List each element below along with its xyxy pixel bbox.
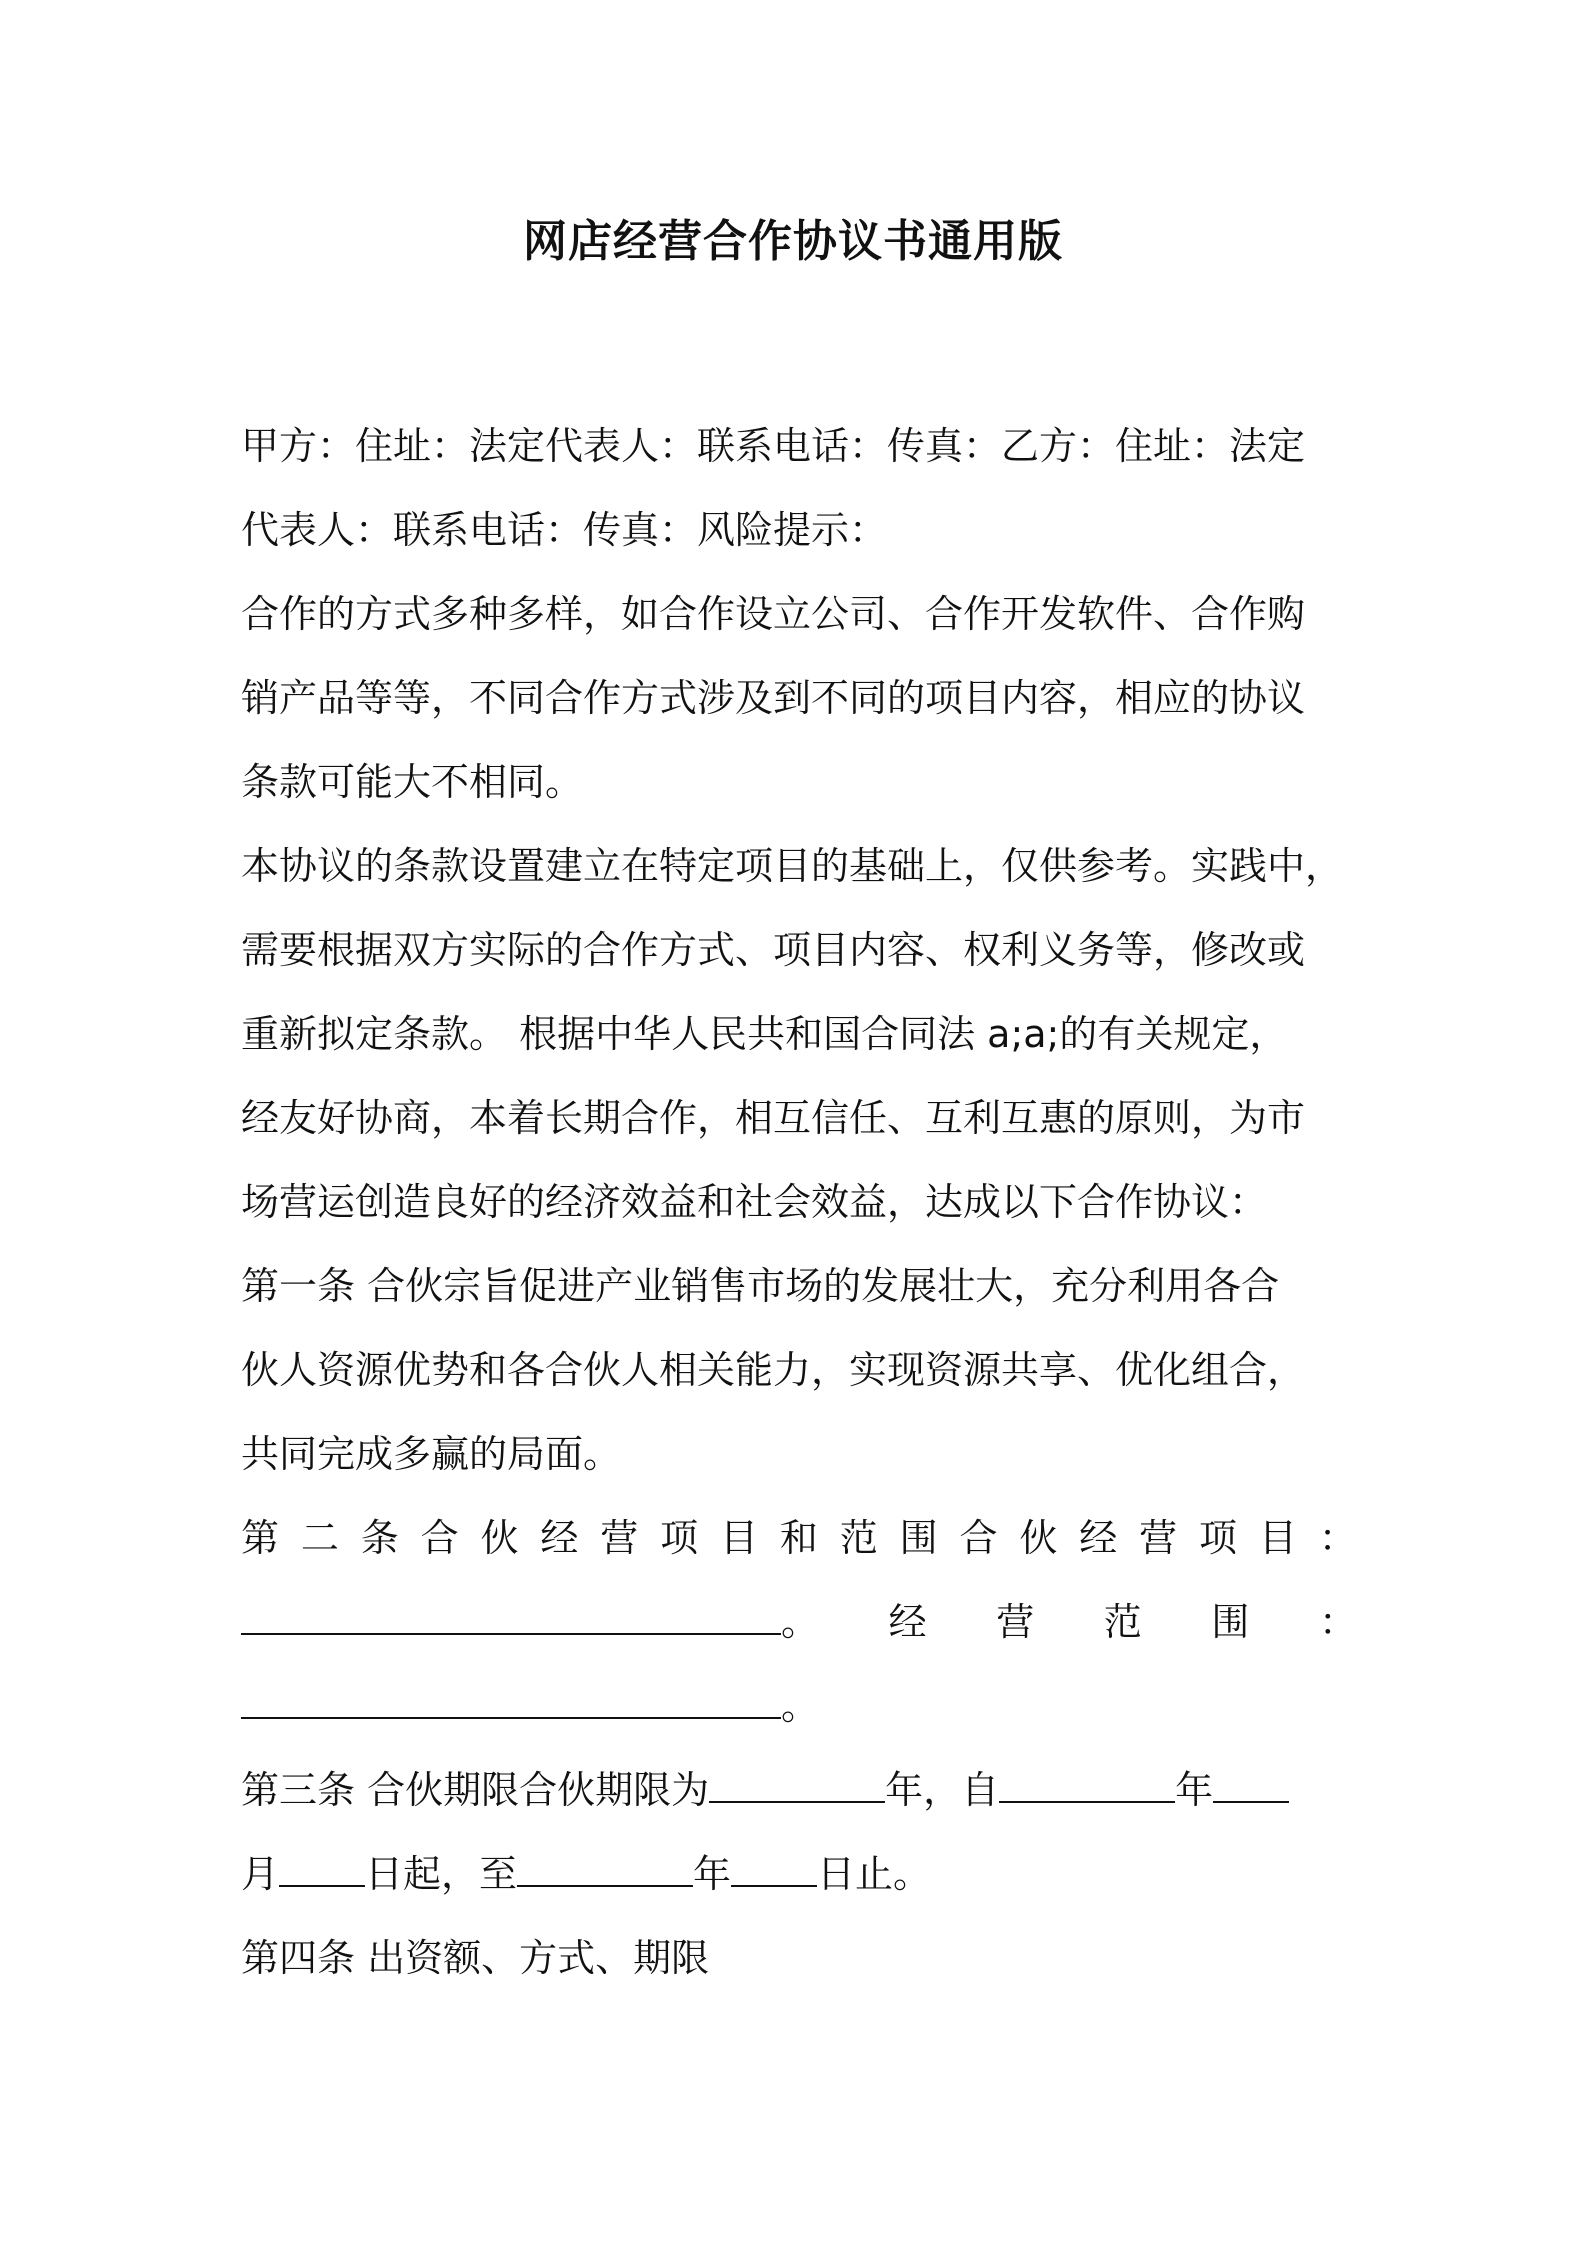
- scope-char: 围: [1211, 1600, 1250, 1644]
- start-month-blank[interactable]: [1213, 1767, 1289, 1803]
- article-2-char: ：: [1318, 1516, 1357, 1560]
- article-2-char: 营: [600, 1516, 639, 1560]
- paragraph-line: 伙人资源优势和各合伙人相关能力，实现资源共享、优化组合，: [241, 1348, 1306, 1392]
- article-2-char: 项: [1199, 1516, 1238, 1560]
- scope-char: 范: [1103, 1600, 1142, 1644]
- full-stop: 。: [781, 1684, 820, 1728]
- paragraph-line: 本协议的条款设置建立在特定项目的基础上，仅供参考。实践中，: [241, 844, 1344, 888]
- scope-char: 经: [888, 1600, 927, 1644]
- article-2-char: 范: [839, 1516, 878, 1560]
- scope-blank-line: [241, 1664, 1357, 1748]
- article-2-char: 和: [779, 1516, 818, 1560]
- article-3-text: 年，自: [885, 1768, 1000, 1812]
- article-3-text: 月: [241, 1852, 280, 1896]
- article-2-char: 围: [899, 1516, 938, 1560]
- project-blank-group: [241, 1580, 819, 1664]
- article-3-text: 日起，至: [365, 1852, 518, 1896]
- article-3-line-2: [241, 1832, 1357, 1916]
- paragraph-line: 代表人：联系电话：传真：风险提示：: [241, 508, 888, 552]
- start-day-blank[interactable]: [279, 1851, 365, 1887]
- article-4-heading: 第四条 出资额、方式、期限: [241, 1936, 710, 1980]
- article-2-char: 经: [540, 1516, 579, 1560]
- article-2-char: 经: [1079, 1516, 1118, 1560]
- article-3-text: 年: [693, 1852, 732, 1896]
- document-title: 网店经营合作协议书通用版: [523, 216, 1063, 267]
- article-2-char: 合: [959, 1516, 998, 1560]
- paragraph-line: 重新拟定条款。 根据中华人民共和国合同法 a;a;的有关规定，: [241, 1012, 1288, 1056]
- article-2-char: 伙: [480, 1516, 519, 1560]
- article-3-line: [241, 1748, 1357, 1832]
- paragraph-line: 合作的方式多种多样，如合作设立公司、合作开发软件、合作购: [241, 592, 1306, 636]
- start-year-blank[interactable]: [999, 1767, 1175, 1803]
- paragraph-line: 共同完成多赢的局面。: [241, 1432, 622, 1476]
- full-stop: 。: [781, 1600, 820, 1644]
- paragraph-line: 需要根据双方实际的合作方式、项目内容、权利义务等，修改或: [241, 928, 1306, 972]
- paragraph-line: 条款可能大不相同。: [241, 760, 584, 804]
- business-scope-line: [241, 1580, 1357, 1664]
- paragraph-line: 场营运创造良好的经济效益和社会效益，达成以下合作协议：: [241, 1180, 1268, 1224]
- end-day-blank[interactable]: [731, 1851, 817, 1887]
- article-3-text: 日止。: [817, 1852, 932, 1896]
- term-years-blank[interactable]: [709, 1767, 885, 1803]
- scope-blank[interactable]: [241, 1683, 781, 1719]
- article-2-char: 伙: [1019, 1516, 1058, 1560]
- article-2-char: 项: [660, 1516, 699, 1560]
- article-2-char: 第: [241, 1516, 280, 1560]
- scope-char: ：: [1318, 1600, 1357, 1644]
- scope-char: 营: [996, 1600, 1035, 1644]
- article-2-char: 条: [360, 1516, 399, 1560]
- end-year-blank[interactable]: [517, 1851, 693, 1887]
- paragraph-line: 经友好协商，本着长期合作，相互信任、互利互惠的原则，为市: [241, 1096, 1306, 1140]
- paragraph-line: 甲方：住址：法定代表人：联系电话：传真：乙方：住址：法定: [241, 424, 1306, 468]
- paragraph-line: 销产品等等，不同合作方式涉及到不同的项目内容，相应的协议: [241, 676, 1306, 720]
- article-2-char: 合: [420, 1516, 459, 1560]
- article-2-char: 目: [720, 1516, 759, 1560]
- article-2-char: 二: [300, 1516, 339, 1560]
- article-3-text: 第三条 合伙期限合伙期限为: [241, 1768, 710, 1812]
- article-2-char: 营: [1139, 1516, 1178, 1560]
- project-blank[interactable]: [241, 1599, 781, 1635]
- paragraph-line: 第一条 合伙宗旨促进产业销售市场的发展壮大，充分利用各合: [241, 1264, 1280, 1308]
- document-body: [241, 404, 1357, 2000]
- article-2-char: 目: [1258, 1516, 1297, 1560]
- article-2-line: [241, 1496, 1357, 1580]
- article-3-text: 年: [1175, 1768, 1214, 1812]
